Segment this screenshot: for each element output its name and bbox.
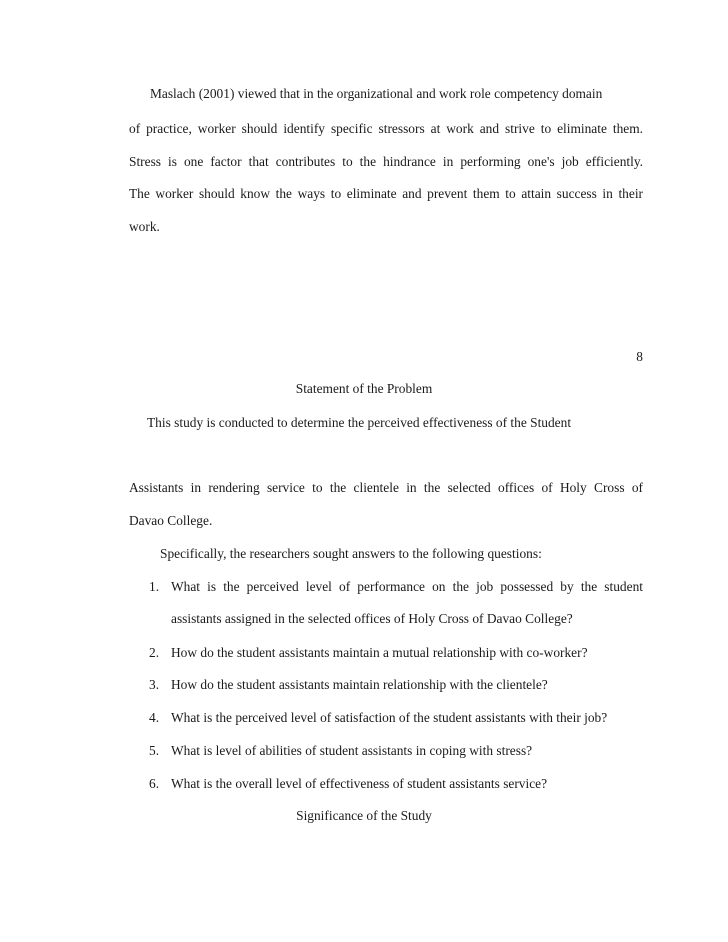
intro-line-2: of practice, worker should identify specific stressors at work and strive to eliminate them. [129,121,643,136]
intro-line-3: Stress is one factor that contributes to the hindrance in performing one's job efficiently. [129,154,643,169]
section-heading-significance: Significance of the Study [296,808,432,823]
statement-intro-line: This study is conducted to determine the perceived effectiveness of the Student [147,415,572,430]
intro-line-4: The worker should know the ways to eliminate and prevent them to attain success in their [129,186,643,201]
question-text-line: How do the student assistants maintain relationship with the clientele? [171,677,548,692]
question-text-line: What is level of abilities of student assistants in coping with stress? [171,743,533,758]
page-number: 8 [636,349,643,364]
statement-continuation-line-1: Assistants in rendering service to the clientele in the selected offices of Holy Cross of [129,480,643,495]
intro-line-1: Maslach (2001) viewed that in the organizational and work role competency domain [150,86,603,101]
question-text-line: What is the perceived level of satisfaction of the student assistants with their job? [171,710,608,725]
question-text-line: What is the perceived level of performance on the job possessed by the student [171,579,643,594]
specifically-line: Specifically, the researchers sought answers to the following questions: [160,546,542,561]
statement-continuation-line-2: Davao College. [129,513,213,528]
question-number: 5. [149,743,160,758]
question-number: 6. [149,776,160,791]
question-number: 3. [149,677,160,692]
question-text-line: How do the student assistants maintain a mutual relationship with co-worker? [171,645,588,660]
question-number: 4. [149,710,160,725]
question-number: 1. [149,579,160,594]
intro-line-5: work. [129,219,160,234]
question-text-line: What is the overall level of effectiveness of student assistants service? [171,776,548,791]
question-text-line: assistants assigned in the selected offices of Holy Cross of Davao College? [171,611,573,626]
question-number: 2. [149,645,160,660]
section-heading-statement: Statement of the Problem [295,381,433,396]
